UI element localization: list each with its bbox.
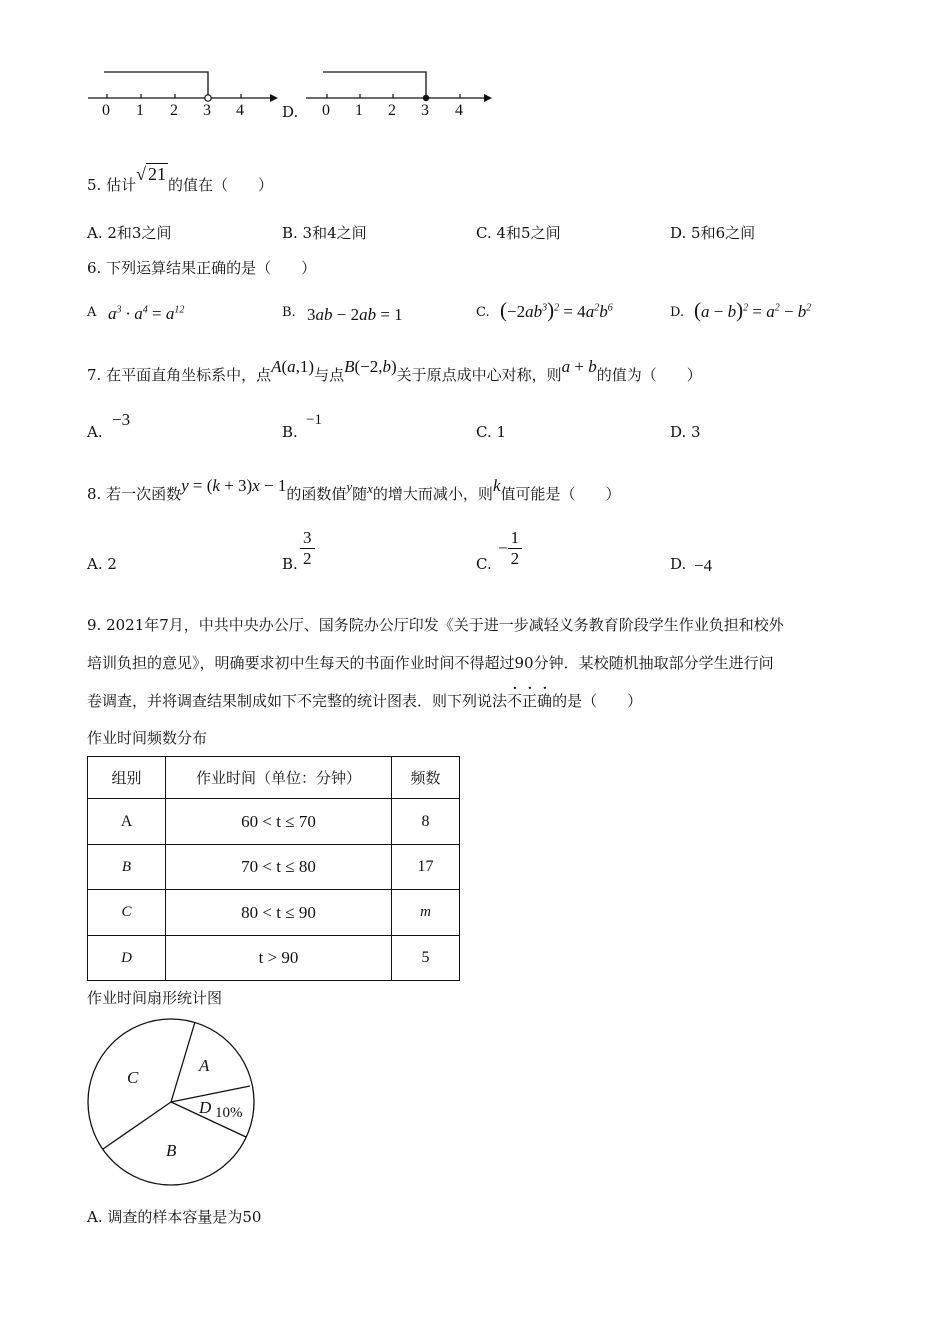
q8-label-b: B. [282,555,298,573]
pie-chart [86,1016,258,1188]
q9-line1: 9. 2021年7月，中共中央办公厅、国务院办公厅印发《关于进一步减轻义务教育阶段学生作业负担和校外 [87,616,784,634]
row-count: 8 [392,799,460,845]
q8-frac-b: $\frac{3}{2}$ [300,528,315,569]
q6-expr-d: $(a - b)^2 = a^2 - b^2$ [694,298,812,322]
row-range: 60 < t ≤ 70 [166,799,392,845]
table-row [88,936,460,981]
q8-value-d: −4 [694,556,713,575]
row-group: A [88,799,166,845]
q6-expr-b: 3ab − 2ab = 1 [307,305,403,324]
q5-option-b: B. 3和4之间 [282,224,367,242]
frequency-table [87,756,460,981]
q6-label-b: B. [282,305,296,320]
pie-label-b: B [166,1141,177,1160]
q4-option-d-label: D. [282,103,299,121]
row-count: 17 [392,845,460,890]
row-count: 5 [392,936,460,981]
q5-option-d: D. 5和6之间 [670,224,756,242]
pie-title: 作业时间扇形统计图 [87,989,223,1007]
pie-label-c: C [127,1068,139,1087]
q7-value-a: −3 [112,410,131,429]
q9-line2: 培训负担的意见》，明确要求初中生每天的书面作业时间不得超过90分钟．某校随机抽取部分学生进行问 [87,654,774,672]
q7-label-a: A. [87,423,103,441]
q7-stem: 7. 在平面直角坐标系中，点A(a,1)与点B(−2,b)关于原点成中心对称，则a + b的值为（ ） [87,357,702,384]
table-row [88,890,460,936]
q6-expr-c: $(-2ab^3)^2 = 4a^2b^6$ [500,298,613,322]
q6-expr-a: $a^3 \cdot a^4 = a^{12}$ [108,304,185,323]
row-count: m [392,890,460,936]
q8-option-a: A. 2 [87,555,117,573]
q6-label-a: A [87,305,97,320]
q7-option-c: C. 1 [476,423,507,441]
table-row [88,799,460,845]
q7-option-d: D. 3 [670,423,701,441]
q7-value-b: −1 [306,412,322,428]
table-row [88,845,460,890]
q8-frac-c: − $\frac{1}{2}$ [498,528,522,569]
header-group: 组别 [88,757,166,799]
q5-option-a: A. 2和3之间 [87,224,172,242]
table-title: 作业时间频数分布 [87,729,208,747]
q8-label-d: D. [670,555,687,573]
pie-label-a: A [199,1056,210,1075]
q9-line3: 卷调查，并将调查结果制成如下不完整的统计图表．则下列说法不正确的是（ ） [87,692,643,710]
row-group: C [88,890,166,936]
table-header-row [88,757,460,799]
q6-label-d: D. [670,305,685,320]
q8-stem: 8. 若一次函数y = (k + 3)x − 1的函数值y随x的增大而减小，则k值可能是（ ） [87,476,621,503]
pie-label-d: D [199,1098,212,1117]
header-count: 频数 [392,757,460,799]
q7-label-b: B. [282,423,298,441]
q8-label-c: C. [476,555,492,573]
q6-stem: 6. 下列运算结果正确的是（ ） [87,259,317,277]
row-group: D [88,936,166,981]
row-range: 70 < t ≤ 80 [166,845,392,890]
number-line-c [88,72,278,102]
q9-option-a: A. 调查的样本容量是为50 [87,1208,262,1226]
number-line-d [306,72,492,102]
q6-label-c: C. [476,305,490,320]
q5-stem: 5. 估计√ 21的值在（ ） [87,164,273,194]
row-range: t > 90 [166,936,392,981]
q5-option-c: C. 4和5之间 [476,224,561,242]
closed-point [423,95,429,101]
row-range: 80 < t ≤ 90 [166,890,392,936]
row-group: B [88,845,166,890]
open-point [205,95,211,101]
header-time: 作业时间（单位：分钟） [166,757,392,799]
pie-label-d-percent: 10% [215,1105,243,1121]
